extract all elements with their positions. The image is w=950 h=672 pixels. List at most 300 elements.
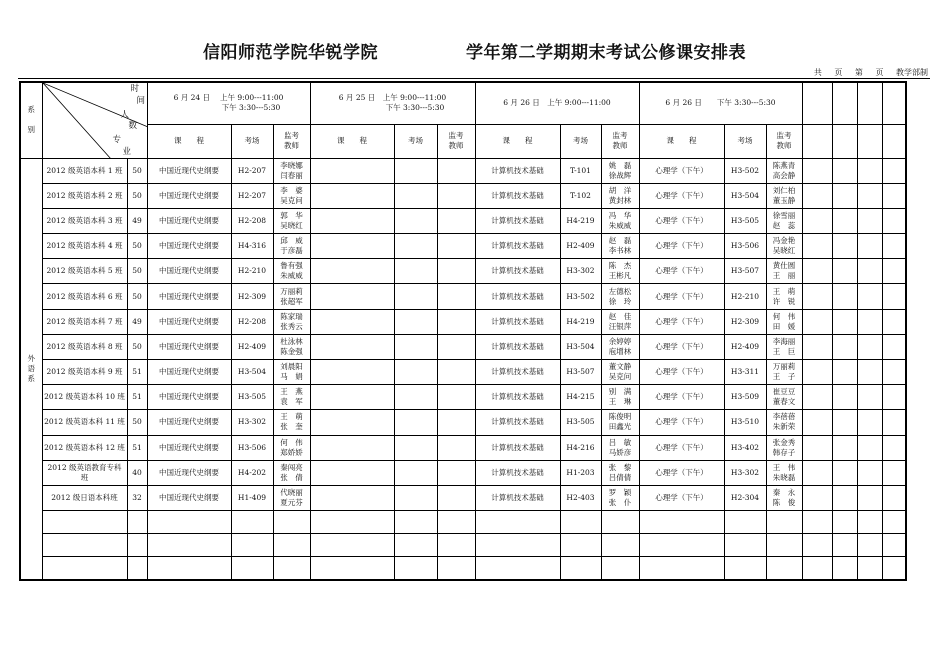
invigilator-cell: 何 伟 郑娇娇 — [273, 435, 310, 460]
table-row — [20, 485, 906, 510]
empty-cell — [394, 534, 437, 557]
empty-cell — [310, 435, 394, 460]
room-cell: H2-409 — [724, 334, 766, 359]
major-cell: 2012 级英语本科 1 班 — [42, 158, 127, 183]
room-cell: H2-304 — [724, 485, 766, 510]
blank-header-cell — [882, 124, 906, 158]
invigilator-cell: 邱 威 于彦磊 — [273, 234, 310, 259]
student-count-cell: 50 — [127, 158, 147, 183]
major-cell: 2012 级英语本科 11 班 — [42, 410, 127, 435]
empty-cell — [832, 534, 857, 557]
student-count-cell: 50 — [127, 284, 147, 309]
invigilator-cell: 刘晨阳 马 娟 — [273, 360, 310, 385]
empty-cell — [231, 534, 273, 557]
blank-header-cell — [882, 82, 906, 124]
course-header: 课 程 — [475, 124, 560, 158]
empty-cell — [475, 511, 560, 534]
empty-cell — [857, 284, 882, 309]
empty-cell — [273, 534, 310, 557]
empty-cell — [802, 534, 832, 557]
empty-cell — [437, 511, 475, 534]
empty-cell — [882, 309, 906, 334]
empty-cell — [310, 309, 394, 334]
diag-label-ren: 人 — [120, 110, 130, 120]
course-cell: 计算机技术基础 — [475, 385, 560, 410]
empty-row — [20, 511, 906, 534]
room-cell: H4-219 — [560, 208, 601, 233]
room-cell: H2-409 — [231, 334, 273, 359]
empty-cell — [832, 309, 857, 334]
invigilator-header: 监考 教师 — [273, 124, 310, 158]
course-cell: 计算机技术基础 — [475, 309, 560, 334]
course-cell: 中国近现代史纲要 — [147, 234, 231, 259]
empty-cell — [882, 410, 906, 435]
empty-cell — [724, 511, 766, 534]
empty-cell — [394, 385, 437, 410]
dept-header-bie: 别 — [27, 125, 35, 135]
invigilator-cell: 代晓丽 夏元芬 — [273, 485, 310, 510]
empty-cell — [394, 360, 437, 385]
empty-cell — [832, 557, 857, 580]
student-count-cell: 32 — [127, 485, 147, 510]
course-cell: 计算机技术基础 — [475, 334, 560, 359]
invigilator-cell: 陈俊明 田鑫光 — [601, 410, 639, 435]
invigilator-cell: 张 黎 吕倩倩 — [601, 460, 639, 485]
course-cell: 心理学（下午） — [639, 234, 724, 259]
course-cell: 计算机技术基础 — [475, 158, 560, 183]
empty-cell — [394, 334, 437, 359]
invigilator-cell: 黄仕圆 王 丽 — [766, 259, 802, 284]
diag-label-shi: 时 — [130, 84, 140, 94]
invigilator-cell: 刘仁柏 董玉静 — [766, 183, 802, 208]
empty-cell — [882, 460, 906, 485]
course-cell: 计算机技术基础 — [475, 183, 560, 208]
invigilator-cell: 何 伟 田 媛 — [766, 309, 802, 334]
table-row — [20, 309, 906, 334]
invigilator-cell: 赵 佳 汪银萍 — [601, 309, 639, 334]
major-cell: 2012 级英语本科 2 班 — [42, 183, 127, 208]
room-cell: H3-402 — [724, 435, 766, 460]
diag-label-shu: 数 — [128, 121, 138, 131]
empty-cell — [437, 360, 475, 385]
room-cell: H2-210 — [231, 259, 273, 284]
empty-cell — [394, 208, 437, 233]
room-cell: H1-409 — [231, 485, 273, 510]
empty-cell — [310, 410, 394, 435]
empty-cell — [394, 485, 437, 510]
empty-cell — [560, 534, 601, 557]
major-cell: 2012 级英语本科 9 班 — [42, 360, 127, 385]
empty-cell — [802, 410, 832, 435]
empty-cell — [437, 534, 475, 557]
table-row — [20, 460, 906, 485]
student-count-cell: 51 — [127, 385, 147, 410]
empty-cell — [310, 259, 394, 284]
invigilator-cell: 罗 颖 张 仆 — [601, 485, 639, 510]
table-row — [20, 385, 906, 410]
course-cell: 计算机技术基础 — [475, 410, 560, 435]
empty-cell — [882, 334, 906, 359]
major-cell: 2012 级英语本科 7 班 — [42, 309, 127, 334]
empty-cell — [127, 534, 147, 557]
student-count-cell: 40 — [127, 460, 147, 485]
slot-june24: 6 月 24 日 上午 9:00---11:00 下午 3:30---5:30 — [147, 82, 310, 124]
invigilator-cell: 李晓娜 闫春丽 — [273, 158, 310, 183]
diagonal-header — [42, 82, 147, 158]
empty-cell — [394, 557, 437, 580]
room-cell: H3-502 — [560, 284, 601, 309]
course-cell: 中国近现代史纲要 — [147, 460, 231, 485]
course-cell: 心理学（下午） — [639, 334, 724, 359]
invigilator-cell: 别 满 王 琳 — [601, 385, 639, 410]
empty-cell — [273, 557, 310, 580]
course-cell: 心理学（下午） — [639, 435, 724, 460]
invigilator-cell: 鲁有强 朱威威 — [273, 259, 310, 284]
table-row — [20, 259, 906, 284]
empty-cell — [437, 309, 475, 334]
empty-cell — [273, 511, 310, 534]
empty-cell — [724, 557, 766, 580]
student-count-cell: 51 — [127, 435, 147, 460]
empty-cell — [832, 158, 857, 183]
empty-cell — [394, 460, 437, 485]
room-cell: H2-208 — [231, 208, 273, 233]
room-cell: H3-506 — [724, 234, 766, 259]
empty-cell — [437, 485, 475, 510]
exam-schedule-table — [19, 81, 907, 581]
room-cell: H4-316 — [231, 234, 273, 259]
empty-cell — [475, 534, 560, 557]
empty-cell — [147, 534, 231, 557]
room-cell: H3-507 — [724, 259, 766, 284]
room-header: 考场 — [724, 124, 766, 158]
room-cell: H3-504 — [724, 183, 766, 208]
empty-cell — [394, 284, 437, 309]
empty-cell — [802, 259, 832, 284]
student-count-cell: 50 — [127, 334, 147, 359]
invigilator-cell: 姚 磊 徐战辉 — [601, 158, 639, 183]
empty-cell — [832, 485, 857, 510]
empty-cell — [437, 385, 475, 410]
empty-cell — [766, 534, 802, 557]
invigilator-cell: 左德松 徐 玲 — [601, 284, 639, 309]
empty-cell — [394, 234, 437, 259]
empty-cell — [802, 208, 832, 233]
invigilator-cell: 陈家瑞 张秀云 — [273, 309, 310, 334]
course-cell: 计算机技术基础 — [475, 208, 560, 233]
room-cell: H1-203 — [560, 460, 601, 485]
room-cell: H3-509 — [724, 385, 766, 410]
room-cell: H4-202 — [231, 460, 273, 485]
empty-cell — [231, 511, 273, 534]
room-cell: H3-504 — [560, 334, 601, 359]
empty-cell — [437, 183, 475, 208]
empty-cell — [437, 410, 475, 435]
room-cell: H3-311 — [724, 360, 766, 385]
course-cell: 计算机技术基础 — [475, 234, 560, 259]
empty-cell — [802, 435, 832, 460]
empty-cell — [857, 385, 882, 410]
empty-cell — [437, 208, 475, 233]
invigilator-cell: 赵 磊 李书林 — [601, 234, 639, 259]
invigilator-cell: 陈燕青 高会静 — [766, 158, 802, 183]
empty-row — [20, 534, 906, 557]
empty-cell — [766, 511, 802, 534]
invigilator-cell: 陈 杰 王彬凡 — [601, 259, 639, 284]
empty-cell — [310, 234, 394, 259]
diag-label-ye: 业 — [122, 147, 132, 157]
empty-cell — [832, 511, 857, 534]
empty-cell — [802, 557, 832, 580]
empty-cell — [857, 360, 882, 385]
empty-cell — [310, 557, 394, 580]
course-cell: 心理学（下午） — [639, 208, 724, 233]
empty-cell — [832, 385, 857, 410]
empty-cell — [310, 334, 394, 359]
empty-cell — [832, 460, 857, 485]
empty-cell — [882, 234, 906, 259]
course-header: 课 程 — [310, 124, 394, 158]
empty-cell — [394, 259, 437, 284]
schedule-title: 学年第二学期期末考试公修课安排表 — [466, 43, 746, 63]
table-row — [20, 360, 906, 385]
empty-cell — [42, 511, 127, 534]
course-cell: 计算机技术基础 — [475, 360, 560, 385]
empty-cell — [394, 183, 437, 208]
student-count-cell: 50 — [127, 259, 147, 284]
empty-cell — [560, 511, 601, 534]
empty-cell — [310, 511, 394, 534]
invigilator-cell: 王 萌 许 锐 — [766, 284, 802, 309]
blank-header-cell — [832, 82, 857, 124]
room-cell: H3-505 — [231, 385, 273, 410]
empty-cell — [394, 410, 437, 435]
empty-cell — [802, 385, 832, 410]
invigilator-cell: 秦闯亮 张 倩 — [273, 460, 310, 485]
empty-cell — [802, 334, 832, 359]
invigilator-cell: 胡 洋 黄封林 — [601, 183, 639, 208]
course-cell: 心理学（下午） — [639, 410, 724, 435]
empty-cell — [857, 208, 882, 233]
empty-cell — [882, 360, 906, 385]
course-cell: 中国近现代史纲要 — [147, 385, 231, 410]
room-cell: H3-302 — [231, 410, 273, 435]
room-cell: H4-216 — [560, 435, 601, 460]
course-cell: 心理学（下午） — [639, 183, 724, 208]
empty-cell — [147, 511, 231, 534]
course-cell: 心理学（下午） — [639, 385, 724, 410]
room-cell: H4-215 — [560, 385, 601, 410]
major-cell: 2012 级英语本科 8 班 — [42, 334, 127, 359]
course-cell: 中国近现代史纲要 — [147, 208, 231, 233]
slot-june25: 6 月 25 日 上午 9:00---11:00 下午 3:30---5:30 — [310, 82, 475, 124]
empty-cell — [394, 309, 437, 334]
empty-cell — [437, 435, 475, 460]
blank-header-cell — [857, 82, 882, 124]
empty-cell — [882, 557, 906, 580]
room-cell: H3-504 — [231, 360, 273, 385]
empty-cell — [857, 334, 882, 359]
dept-header — [20, 82, 42, 158]
empty-cell — [857, 435, 882, 460]
empty-cell — [882, 158, 906, 183]
major-cell: 2012 级英语本科 3 班 — [42, 208, 127, 233]
blank-header-cell — [802, 124, 832, 158]
empty-cell — [639, 557, 724, 580]
diag-label-jian: 间 — [136, 96, 146, 106]
table-row — [20, 183, 906, 208]
empty-cell — [802, 360, 832, 385]
slot-june26-pm: 6 月 26 日 下午 3:30---5:30 — [639, 82, 802, 124]
invigilator-cell: 董文静 吴克问 — [601, 360, 639, 385]
room-cell: H3-506 — [231, 435, 273, 460]
empty-cell — [475, 557, 560, 580]
empty-cell — [437, 234, 475, 259]
empty-cell — [832, 435, 857, 460]
empty-cell — [724, 534, 766, 557]
empty-cell — [310, 460, 394, 485]
empty-cell — [857, 460, 882, 485]
invigilator-cell: 冯 华 朱威威 — [601, 208, 639, 233]
empty-cell — [394, 435, 437, 460]
table-row — [20, 410, 906, 435]
invigilator-cell: 王 萌 张 奎 — [273, 410, 310, 435]
major-cell: 2012 级英语本科 4 班 — [42, 234, 127, 259]
empty-cell — [42, 557, 127, 580]
table-row — [20, 234, 906, 259]
empty-cell — [437, 334, 475, 359]
empty-cell — [832, 208, 857, 233]
department-cell: 外 语 系 — [20, 158, 42, 580]
room-cell: H3-505 — [724, 208, 766, 233]
table-row — [20, 208, 906, 233]
room-cell: H2-409 — [560, 234, 601, 259]
room-header: 考场 — [394, 124, 437, 158]
student-count-cell: 50 — [127, 410, 147, 435]
empty-cell — [310, 158, 394, 183]
invigilator-cell: 崔豆豆 董春文 — [766, 385, 802, 410]
blank-header-cell — [857, 124, 882, 158]
empty-cell — [394, 158, 437, 183]
empty-cell — [127, 511, 147, 534]
empty-cell — [832, 410, 857, 435]
invigilator-cell: 王 燕 袁 军 — [273, 385, 310, 410]
room-cell: H2-207 — [231, 158, 273, 183]
invigilator-header: 监考 教师 — [766, 124, 802, 158]
empty-cell — [882, 385, 906, 410]
empty-cell — [857, 158, 882, 183]
course-cell: 计算机技术基础 — [475, 259, 560, 284]
table-row — [20, 435, 906, 460]
invigilator-cell: 吕 敏 马娇彦 — [601, 435, 639, 460]
student-count-cell: 49 — [127, 208, 147, 233]
room-cell: H2-210 — [724, 284, 766, 309]
empty-cell — [882, 511, 906, 534]
invigilator-cell: 王 伟 朱晓磊 — [766, 460, 802, 485]
header-row-columns — [20, 124, 906, 158]
major-cell: 2012 级英语本科 10 班 — [42, 385, 127, 410]
student-count-cell: 51 — [127, 360, 147, 385]
course-cell: 中国近现代史纲要 — [147, 360, 231, 385]
empty-cell — [310, 183, 394, 208]
course-cell: 中国近现代史纲要 — [147, 435, 231, 460]
course-cell: 心理学（下午） — [639, 284, 724, 309]
empty-cell — [832, 284, 857, 309]
slot-june26-am: 6 月 26 日 上午 9:00---11:00 — [475, 82, 639, 124]
empty-cell — [857, 309, 882, 334]
empty-cell — [802, 284, 832, 309]
empty-cell — [857, 183, 882, 208]
empty-cell — [802, 309, 832, 334]
empty-cell — [437, 284, 475, 309]
major-cell: 2012 级日语本科班 — [42, 485, 127, 510]
course-cell: 心理学（下午） — [639, 158, 724, 183]
major-cell: 2012 级英语教育专科 班 — [42, 460, 127, 485]
diag-label-zhuan: 专 — [112, 135, 122, 145]
empty-cell — [802, 234, 832, 259]
empty-cell — [832, 334, 857, 359]
blank-header-cell — [802, 82, 832, 124]
empty-cell — [802, 183, 832, 208]
room-cell: H3-302 — [724, 460, 766, 485]
course-cell: 中国近现代史纲要 — [147, 309, 231, 334]
empty-cell — [310, 208, 394, 233]
empty-cell — [437, 158, 475, 183]
empty-cell — [857, 534, 882, 557]
invigilator-header: 监考 教师 — [437, 124, 475, 158]
course-cell: 计算机技术基础 — [475, 284, 560, 309]
course-cell: 计算机技术基础 — [475, 460, 560, 485]
empty-cell — [882, 284, 906, 309]
empty-cell — [310, 485, 394, 510]
room-cell: T-101 — [560, 158, 601, 183]
empty-cell — [832, 360, 857, 385]
empty-cell — [857, 259, 882, 284]
empty-cell — [857, 557, 882, 580]
table-row — [20, 284, 906, 309]
course-cell: 中国近现代史纲要 — [147, 485, 231, 510]
course-cell: 中国近现代史纲要 — [147, 284, 231, 309]
empty-cell — [231, 557, 273, 580]
empty-cell — [882, 485, 906, 510]
table-row — [20, 158, 906, 183]
room-header: 考场 — [231, 124, 273, 158]
room-cell: T-102 — [560, 183, 601, 208]
empty-cell — [437, 557, 475, 580]
empty-cell — [802, 460, 832, 485]
invigilator-cell: 万丽莉 王 子 — [766, 360, 802, 385]
student-count-cell: 50 — [127, 234, 147, 259]
invigilator-cell: 余婷婷 庖增林 — [601, 334, 639, 359]
room-header: 考场 — [560, 124, 601, 158]
empty-cell — [857, 485, 882, 510]
invigilator-cell: 徐雪丽 赵 蕊 — [766, 208, 802, 233]
course-header: 课 程 — [147, 124, 231, 158]
empty-cell — [882, 259, 906, 284]
empty-cell — [310, 284, 394, 309]
invigilator-cell: 张金秀 韩存子 — [766, 435, 802, 460]
empty-cell — [639, 511, 724, 534]
empty-cell — [639, 534, 724, 557]
invigilator-cell: 秦 永 陈 俊 — [766, 485, 802, 510]
empty-cell — [802, 485, 832, 510]
room-cell: H4-219 — [560, 309, 601, 334]
room-cell: H2-309 — [231, 284, 273, 309]
major-cell: 2012 级英语本科 12 班 — [42, 435, 127, 460]
empty-cell — [882, 208, 906, 233]
empty-cell — [857, 234, 882, 259]
empty-cell — [802, 158, 832, 183]
